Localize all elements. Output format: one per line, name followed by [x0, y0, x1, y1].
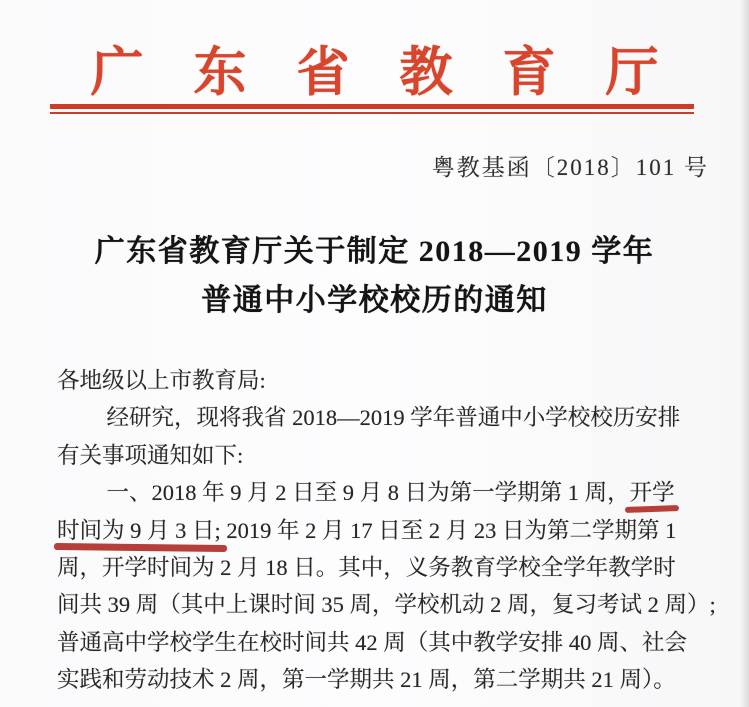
body-text-segment: 普通高中学校学生在校时间共 42 周（其中教学安排 40 周、社会 [57, 629, 688, 655]
body-text-segment: 一、2018 年 9 月 2 日至 9 月 8 日为第一学期第 1 周， [106, 480, 630, 506]
body-line [57, 362, 719, 399]
body-text-segment: 经研究，现将我省 2018—2019 学年普通中小学校校历安排 [106, 405, 681, 431]
body-text-segment: 间共 39 周（其中上课时间 35 周，学校机动 2 周，复习考试 2 周）; [57, 592, 716, 618]
scan-edge-shadow [740, 0, 749, 707]
notice-title-line2: 普通中小学校校历的通知 [201, 284, 548, 317]
red-underlined-text: 时间为 9 月 3 日; [57, 517, 221, 543]
document-number: 粤教基函〔2018〕101 号 [431, 155, 709, 180]
body-text-segment: 周，开学时间为 2 月 18 日。其中，义务教育学校全学年教学时 [57, 555, 676, 581]
body-line [57, 586, 719, 623]
notice-title-line1: 广东省教育厅关于制定 2018—2019 学年 [94, 235, 655, 268]
letterhead-divider-line [50, 104, 694, 114]
body-line [57, 624, 719, 661]
notice-title [0, 227, 749, 325]
body-text-segment: 各地级以上市教育局: [57, 368, 266, 393]
body-text-segment: 有关事项通知如下: [57, 442, 244, 468]
body-line [57, 474, 719, 511]
notice-body [57, 362, 719, 699]
body-line [57, 661, 719, 698]
body-line [57, 399, 719, 436]
body-line [57, 437, 719, 474]
body-text-segment: 实践和劳动技术 2 周，第一学期共 21 周，第二学期共 21 周）。 [57, 667, 676, 693]
body-line [57, 549, 719, 586]
body-text-segment: 2019 年 2 月 17 日至 2 月 23 日为第二学期第 1 [220, 517, 677, 543]
red-underlined-text: 开学 [629, 480, 675, 506]
body-line [57, 512, 719, 549]
letterhead-title: 广东省教育厅 [90, 44, 709, 102]
